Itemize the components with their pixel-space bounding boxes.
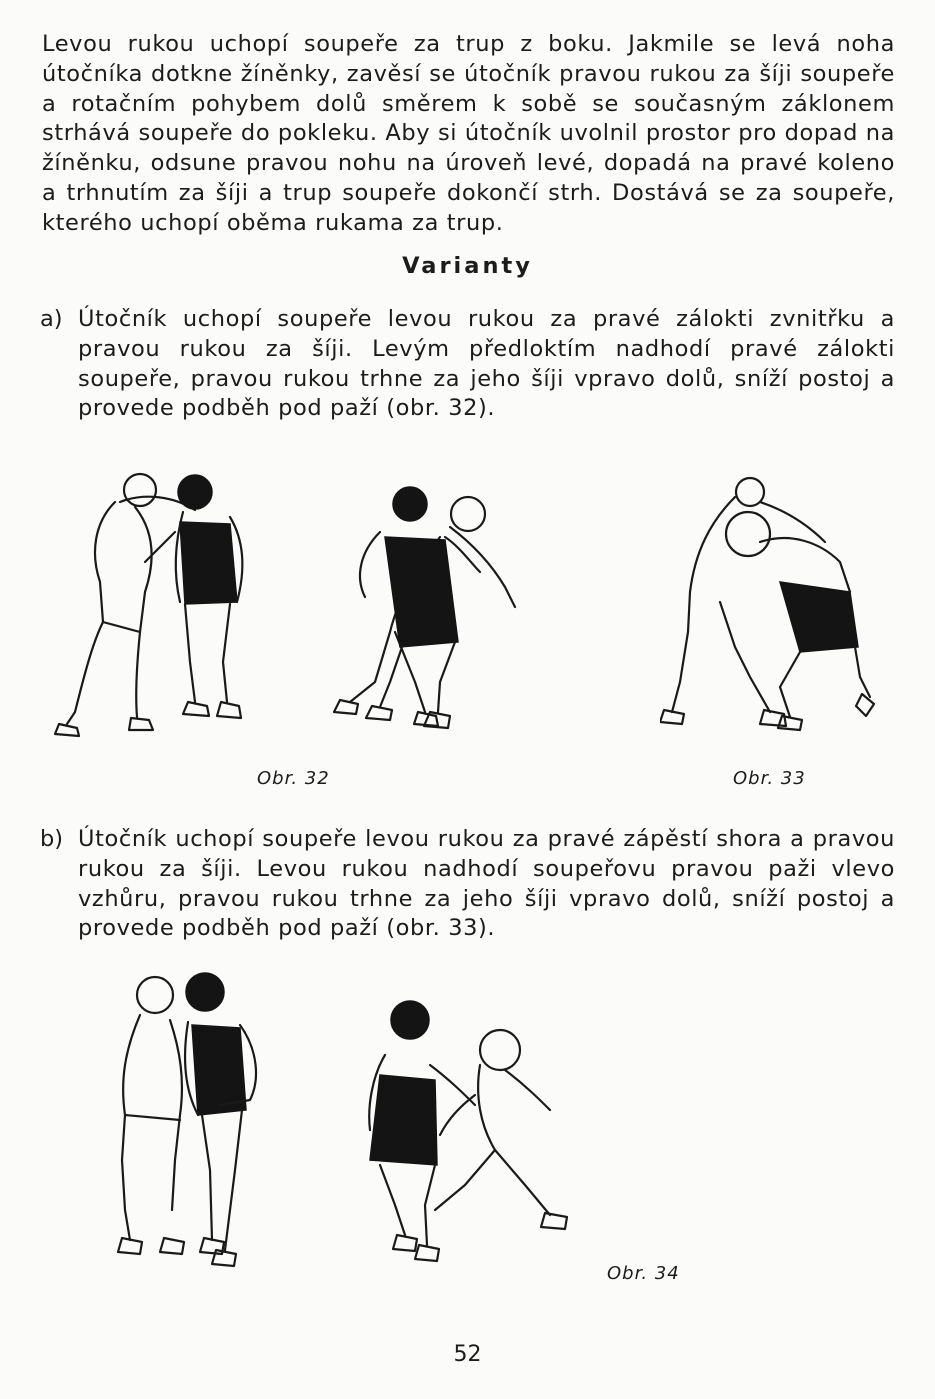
illustration-wrestlers-arm-throw xyxy=(355,995,575,1280)
variant-a-text: Útočník uchopí soupeře levou rukou za pravé zálokti zvnitřku a pravou rukou za šíji. Levým předloktím nadhodí pravé zálokti soupeře, pravou rukou trhne za jeho šíji vpravo dolů, sníží postoj a provede podběh pod paží (obr. 32). xyxy=(78,306,895,422)
page-number: 52 xyxy=(453,1342,482,1367)
variant-b-marker: b) xyxy=(40,826,64,852)
illustration-wrestlers-wrist-control xyxy=(100,970,270,1280)
variant-b-text: Útočník uchopí soupeře levou rukou za pravé zápěstí shora a pravou rukou za šíji. Levou rukou nadhodí soupeřovu pravou paži vlevo vzhůru, pravou rukou trhne za jeho šíji vpravo dolů, sníží postoj a provede podběh pod paží (obr. 33). xyxy=(78,826,895,942)
section-heading: Varianty xyxy=(402,253,533,279)
illustration-wrestlers-arm-drag xyxy=(660,472,875,742)
figure-33-caption: Obr. 33 xyxy=(733,768,806,789)
figure-32-caption: Obr. 32 xyxy=(257,768,330,789)
illustration-wrestlers-clinch xyxy=(45,462,255,747)
figure-34-caption: Obr. 34 xyxy=(607,1263,680,1284)
variant-a-marker: a) xyxy=(40,306,63,332)
intro-paragraph: Levou rukou uchopí soupeře za trup z boku. Jakmile se levá noha útočníka dotkne žíněnky, zavěsí se útočník pravou rukou za šíji soupeře a rotačním pohybem dolů směrem k sobě se současným záklonem strhává soupeře do pokleku. Aby si útočník uvolnil prostor pro dopad na žíněnku, odsune pravou nohu na úroveň levé, dopadá na pravé koleno a trhnutím za šíji a trup soupeře dokončí strh. Dostává se za soupeře, kterého uchopí oběma rukama za trup. xyxy=(42,31,895,236)
illustration-wrestlers-duck-under xyxy=(320,482,535,747)
